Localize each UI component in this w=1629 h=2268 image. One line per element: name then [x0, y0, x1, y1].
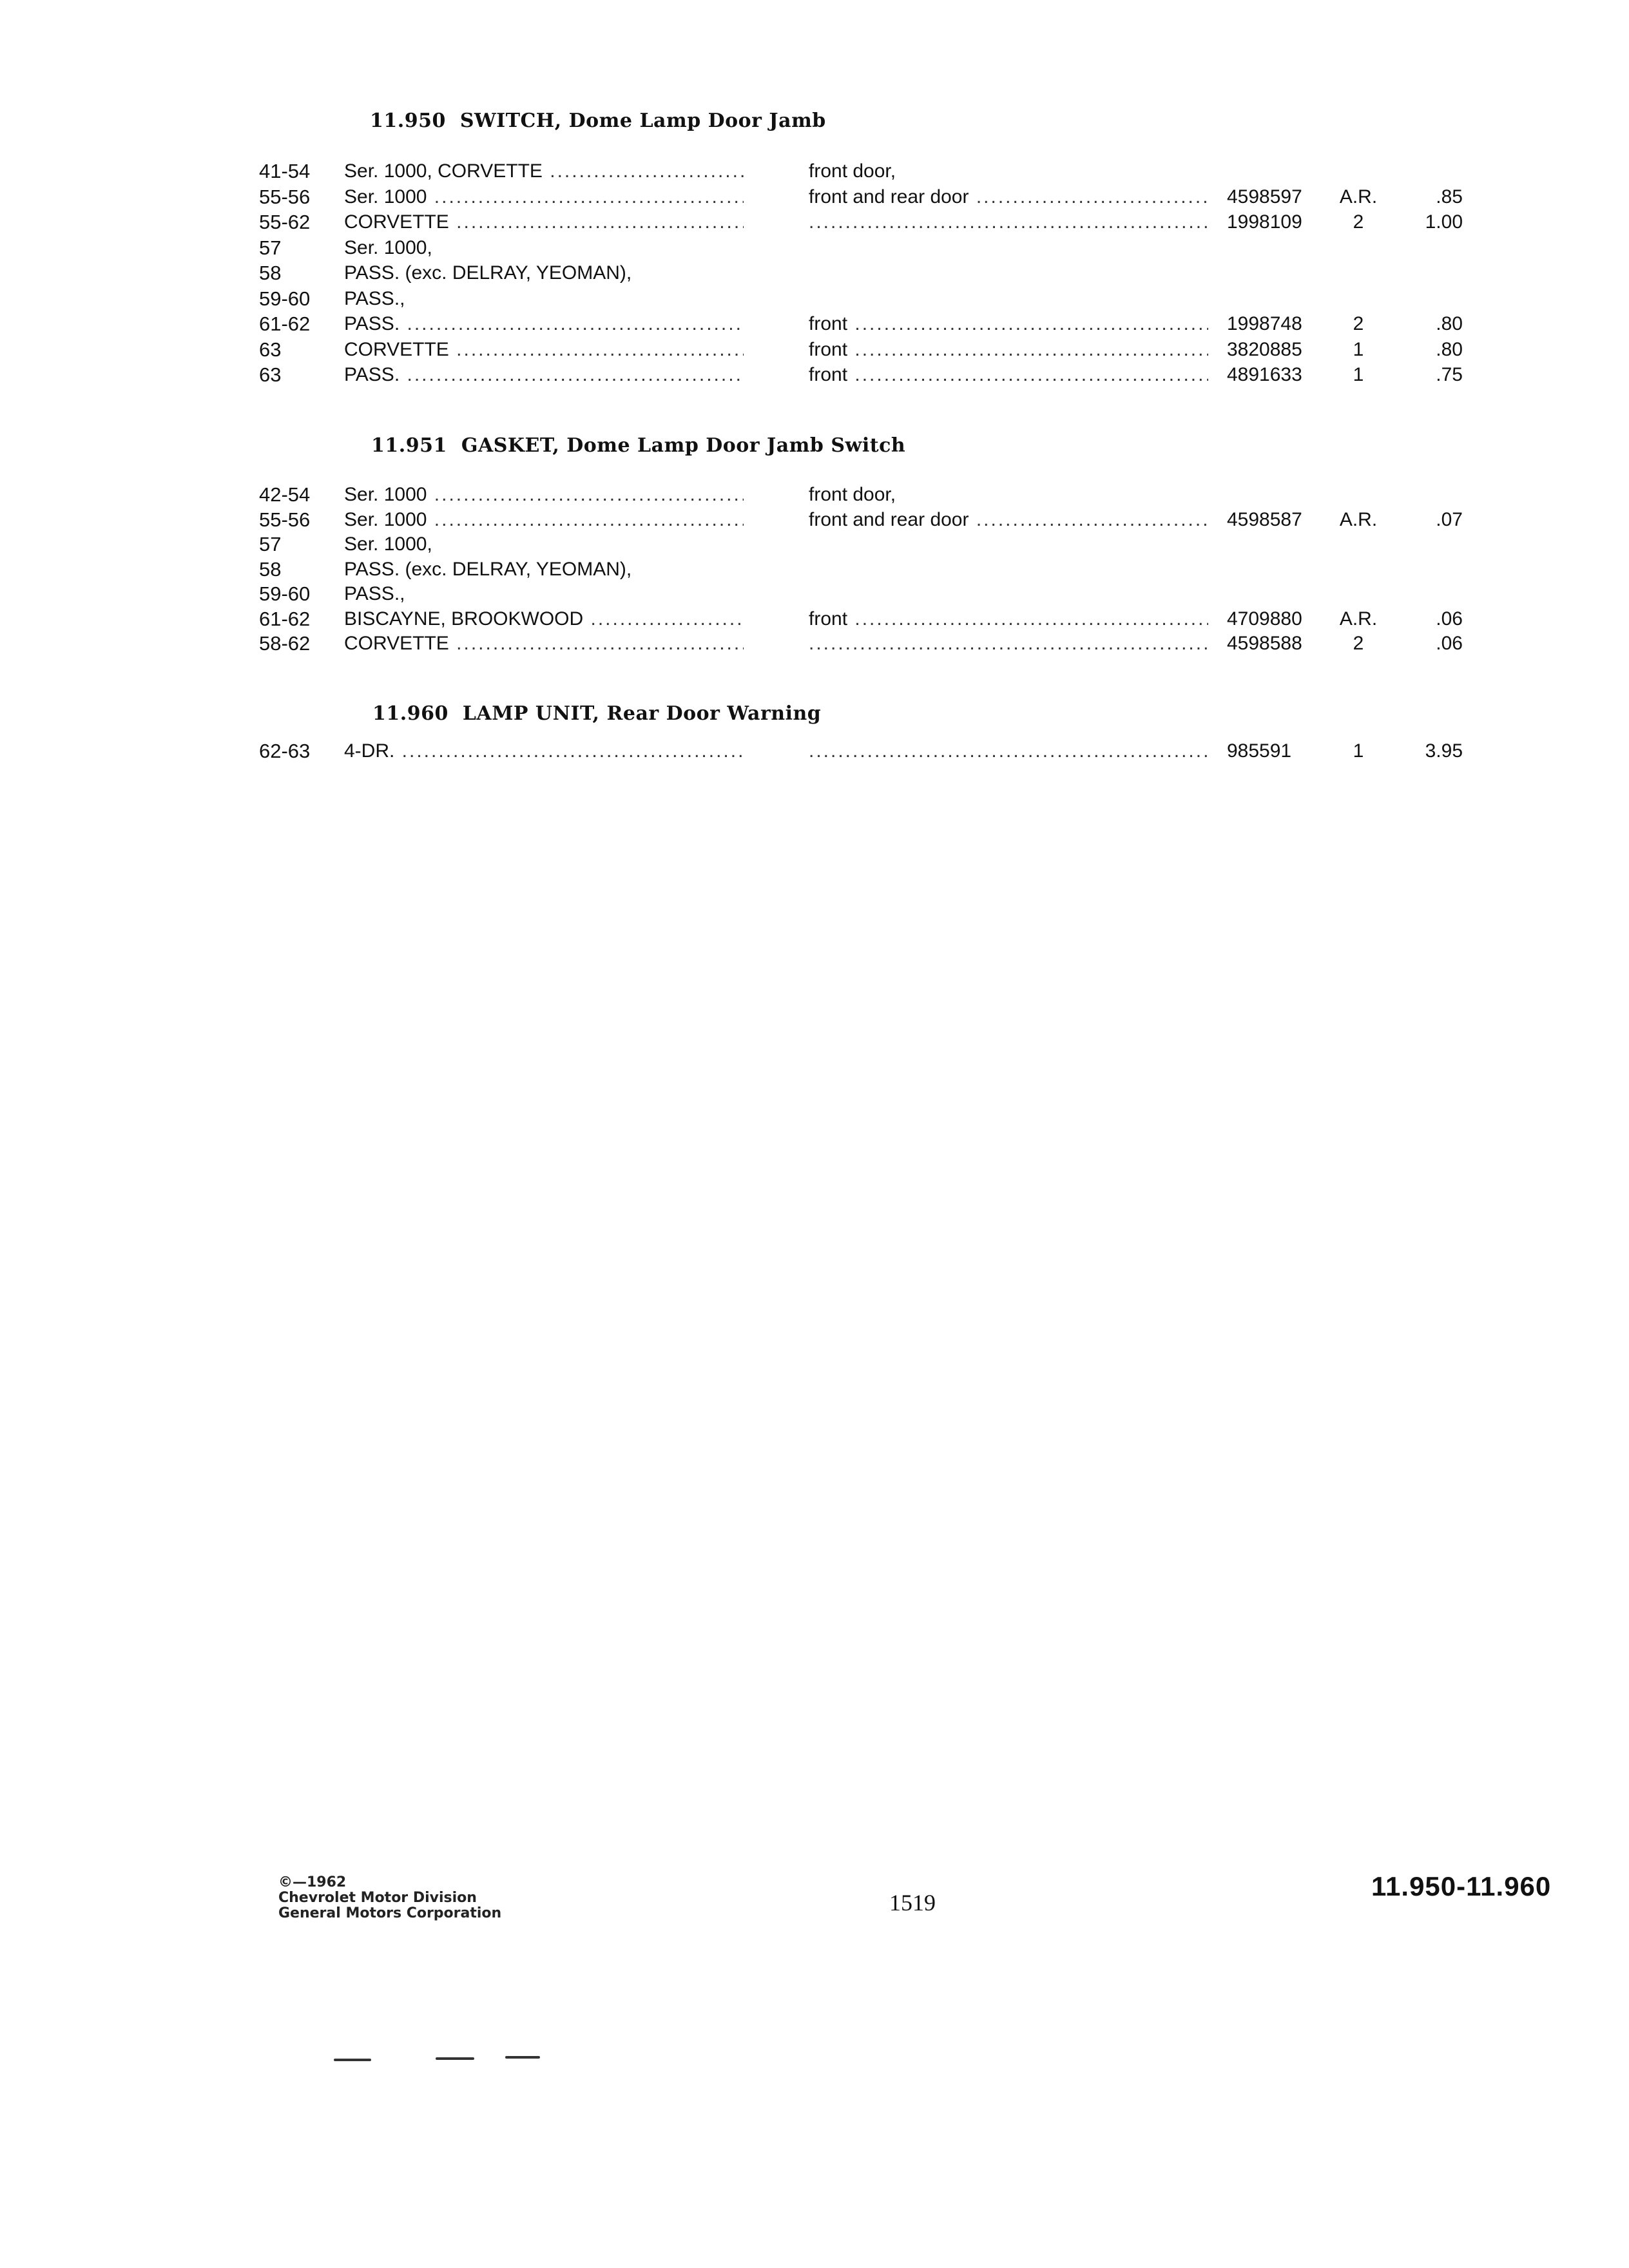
- part-number: 4709880: [1227, 608, 1302, 629]
- section-title: [370, 110, 826, 132]
- table-row: [0, 631, 1629, 657]
- year-range: 55-56: [259, 185, 311, 208]
- year-range: 41-54: [259, 160, 311, 182]
- page-range: 11.950-11.960: [1371, 1871, 1552, 1901]
- model-cell: CORVETTE .....: [344, 631, 744, 657]
- model-cell: CORVETTE .....: [344, 209, 744, 235]
- price: 1.00: [1425, 211, 1463, 233]
- model-cell: PASS. .....: [344, 311, 744, 337]
- scan-mark: [436, 2057, 474, 2060]
- section-title: [372, 702, 821, 725]
- table-row: [0, 557, 1629, 582]
- part-number: 4598588: [1227, 633, 1302, 654]
- year-range: 57: [259, 236, 282, 259]
- model-cell: Ser. 1000, CORVETTE .....: [344, 159, 744, 184]
- table-row: [0, 581, 1629, 607]
- model-cell: Ser. 1000 .....: [344, 184, 744, 210]
- model-cell: Ser. 1000,: [344, 533, 432, 555]
- table-row: [0, 482, 1629, 508]
- description-cell: [809, 631, 1208, 657]
- price: .85: [1436, 186, 1463, 207]
- year-range: 55-56: [259, 508, 311, 531]
- part-number: 1998109: [1227, 211, 1302, 233]
- section-number: 11.951: [371, 434, 447, 457]
- table-row: [0, 235, 1629, 261]
- table-row: [0, 738, 1629, 764]
- quantity: 2: [1353, 211, 1364, 233]
- page-number: 1519: [889, 1890, 936, 1916]
- description-cell: front door,: [809, 160, 896, 182]
- model-cell: BISCAYNE, BROOKWOOD .....: [344, 606, 744, 632]
- price: .80: [1436, 313, 1463, 334]
- table-row: [0, 159, 1629, 184]
- model-cell: Ser. 1000,: [344, 236, 432, 258]
- year-range: 59-60: [259, 287, 311, 310]
- price: 3.95: [1425, 740, 1463, 762]
- table-row: [0, 260, 1629, 286]
- table-row: [0, 209, 1629, 235]
- table-row: [0, 532, 1629, 557]
- description-cell: front .....: [809, 337, 1208, 363]
- division-line: Chevrolet Motor Division: [278, 1890, 477, 1906]
- model-cell: PASS. (exc. DELRAY, YEOMAN),: [344, 558, 632, 580]
- description-cell: [809, 738, 1208, 764]
- model-cell: 4-DR. .....: [344, 738, 744, 764]
- corporation-line: General Motors Corporation: [278, 1905, 502, 1921]
- part-number: 4891633: [1227, 364, 1302, 385]
- quantity: A.R.: [1339, 508, 1378, 530]
- model-cell: Ser. 1000 .....: [344, 482, 744, 508]
- year-range: 63: [259, 363, 282, 386]
- table-row: [0, 507, 1629, 533]
- price: .07: [1436, 508, 1463, 530]
- table-row: [0, 362, 1629, 388]
- year-range: 59-60: [259, 582, 311, 605]
- description-cell: front .....: [809, 606, 1208, 632]
- table-row: [0, 286, 1629, 312]
- copyright-line: ©—1962: [278, 1874, 347, 1890]
- quantity: 1: [1353, 740, 1364, 762]
- description-cell: [809, 209, 1208, 235]
- description-cell: front and rear door .....: [809, 184, 1208, 210]
- year-range: 55-62: [259, 211, 311, 233]
- part-number: 4598597: [1227, 186, 1302, 207]
- section-name: GASKET, Dome Lamp Door Jamb Switch: [461, 434, 906, 457]
- price: .06: [1436, 633, 1463, 654]
- model-cell: PASS.,: [344, 583, 405, 604]
- year-range: 61-62: [259, 607, 311, 630]
- part-number: 4598587: [1227, 508, 1302, 530]
- table-row: [0, 184, 1629, 210]
- part-number: 1998748: [1227, 313, 1302, 334]
- model-cell: CORVETTE .....: [344, 337, 744, 363]
- section-name: SWITCH, Dome Lamp Door Jamb: [459, 110, 826, 132]
- part-number: 985591: [1227, 740, 1292, 762]
- description-cell: front door,: [809, 484, 896, 505]
- table-row: [0, 337, 1629, 363]
- section-number: 11.960: [372, 702, 448, 725]
- year-range: 58: [259, 262, 282, 284]
- description-cell: front .....: [809, 362, 1208, 388]
- part-number: 3820885: [1227, 338, 1302, 360]
- section-name: LAMP UNIT, Rear Door Warning: [462, 702, 822, 725]
- copyright-block: [278, 1875, 501, 1921]
- model-cell: PASS. .....: [344, 362, 744, 388]
- model-cell: Ser. 1000 .....: [344, 507, 744, 533]
- description-cell: front and rear door .....: [809, 507, 1208, 533]
- price: .75: [1436, 364, 1463, 385]
- table-row: [0, 606, 1629, 632]
- year-range: 58-62: [259, 632, 311, 655]
- year-range: 63: [259, 338, 282, 361]
- price: .06: [1436, 608, 1463, 629]
- model-cell: PASS. (exc. DELRAY, YEOMAN),: [344, 262, 632, 284]
- quantity: 2: [1353, 633, 1364, 654]
- year-range: 61-62: [259, 312, 311, 335]
- year-range: 58: [259, 557, 282, 581]
- model-cell: PASS.,: [344, 287, 405, 309]
- quantity: 1: [1353, 364, 1364, 385]
- scan-mark: [334, 2059, 371, 2061]
- table-row: [0, 311, 1629, 337]
- quantity: A.R.: [1339, 608, 1378, 629]
- scan-mark: [505, 2056, 540, 2059]
- year-range: 57: [259, 533, 282, 555]
- year-range: 42-54: [259, 483, 311, 506]
- quantity: A.R.: [1339, 186, 1378, 207]
- description-cell: front .....: [809, 311, 1208, 337]
- year-range: 62-63: [259, 740, 311, 762]
- quantity: 2: [1353, 313, 1364, 334]
- section-title: [371, 434, 905, 457]
- price: .80: [1436, 338, 1463, 360]
- section-number: 11.950: [370, 110, 446, 132]
- quantity: 1: [1353, 338, 1364, 360]
